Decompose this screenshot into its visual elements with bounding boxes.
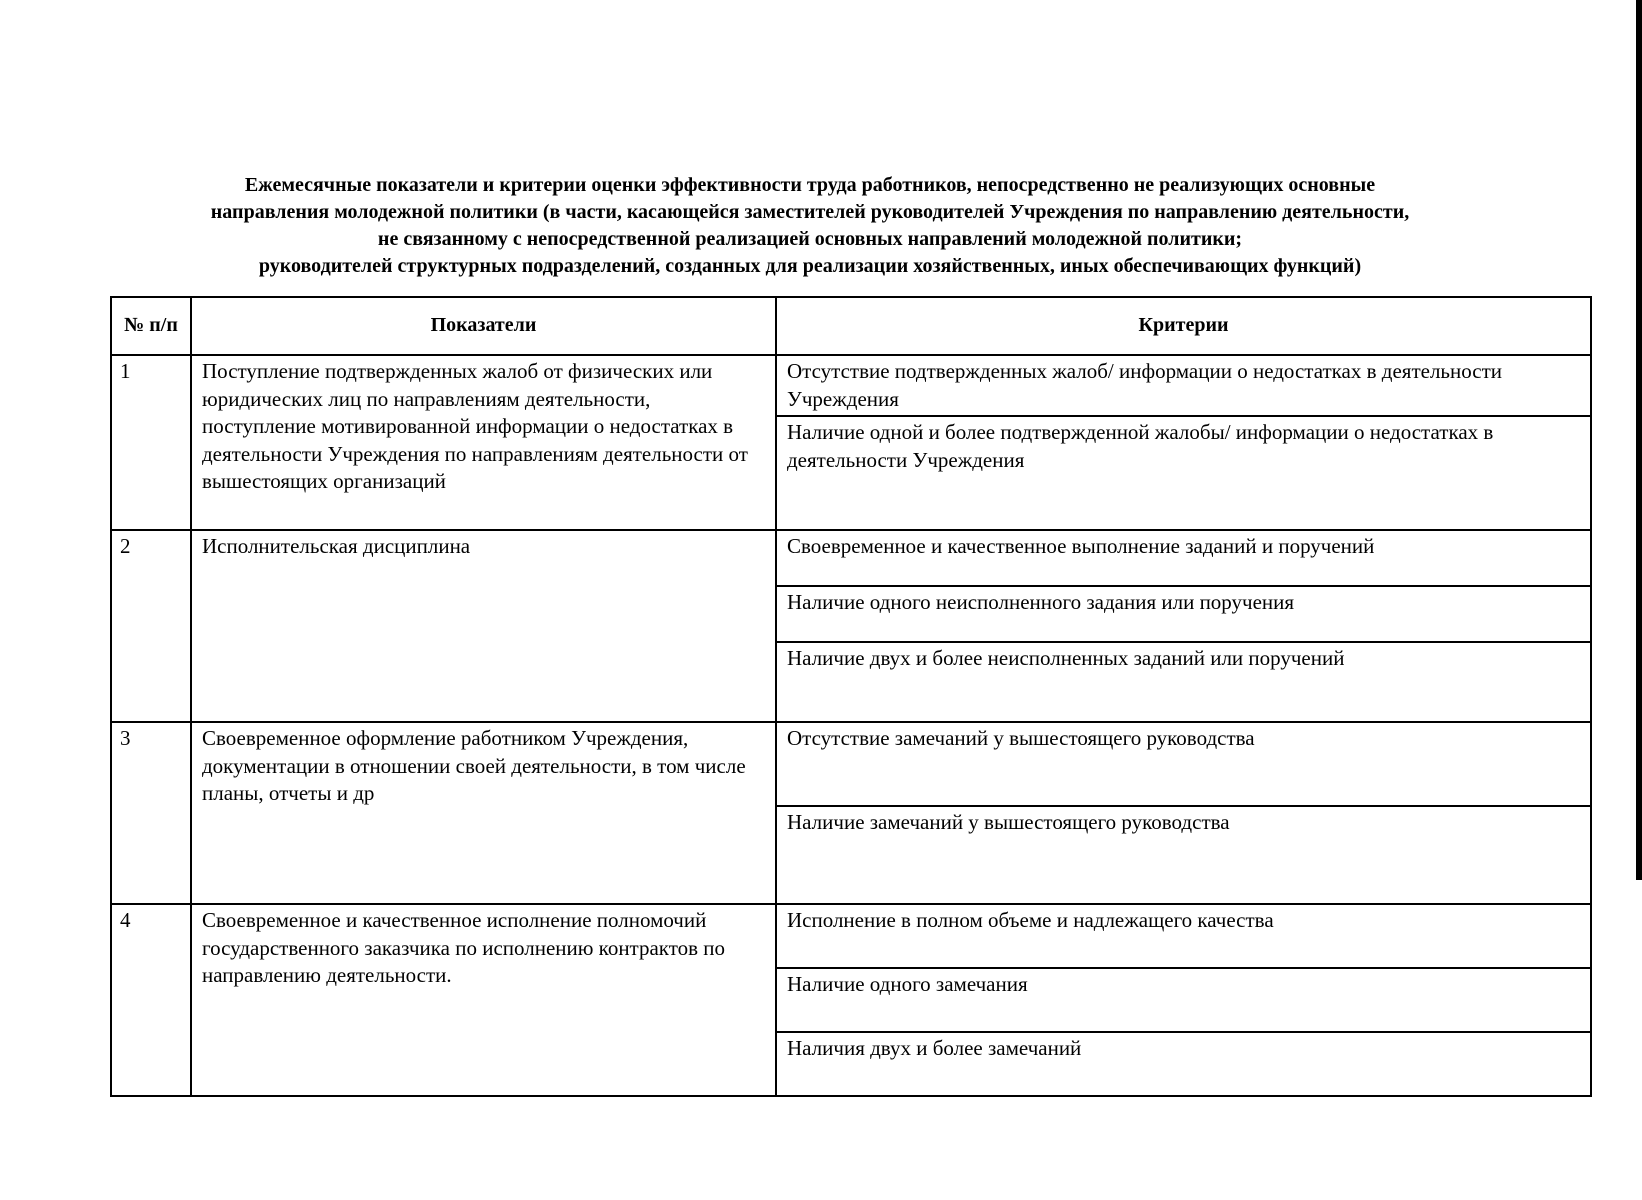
row-number: 3 [111,722,191,904]
header-indicators: Показатели [191,297,776,355]
table-row [111,355,1591,416]
row-number: 1 [111,355,191,530]
criterion-cell: Исполнение в полном объеме и надлежащего качества [776,904,1591,968]
header-num: № п/п [111,297,191,355]
document-title [110,172,1510,280]
criterion-cell: Наличие замечаний у вышестоящего руководства [776,806,1591,904]
criterion-cell: Наличие двух и более неисполненных заданий или поручений [776,642,1591,722]
title-line-4: руководителей структурных подразделений, созданных для реализации хозяйственных, иных обеспечивающих функций) [258,255,1362,277]
indicator-cell: Своевременное оформление работником Учреждения, документации в отношении своей деятельности, в том числе планы, отчеты и др [191,722,776,904]
criterion-cell: Наличие одного неисполненного задания или поручения [776,586,1591,642]
title-line-3: не связанному с непосредственной реализацией основных направлений молодежной политики; [377,228,1243,250]
scan-edge-mark [1636,0,1642,880]
row-number: 4 [111,904,191,1096]
criterion-cell: Отсутствие подтвержденных жалоб/ информации о недостатках в деятельности Учреждения [776,355,1591,416]
title-line-2: направления молодежной политики (в части, касающейся заместителей руководителей Учреждения по направлению деятельности, [210,201,1410,223]
row-number: 2 [111,530,191,722]
table-row [111,530,1591,586]
criterion-cell: Наличие одного замечания [776,968,1591,1032]
indicator-cell: Исполнительская дисциплина [191,530,776,722]
indicator-cell: Своевременное и качественное исполнение полномочий государственного заказчика по исполнению контрактов по направлению деятельности. [191,904,776,1096]
criterion-cell: Отсутствие замечаний у вышестоящего руководства [776,722,1591,806]
header-criteria: Критерии [776,297,1591,355]
criterion-cell: Своевременное и качественное выполнение заданий и поручений [776,530,1591,586]
table-row [111,904,1591,968]
table-header-row [111,297,1591,355]
criterion-cell: Наличие одной и более подтвержденной жалобы/ информации о недостатках в деятельности Учреждения [776,416,1591,530]
criteria-table [110,296,1592,1097]
title-line-1: Ежемесячные показатели и критерии оценки эффективности труда работников, непосредственно не реализующих основные [244,174,1376,196]
table-row [111,722,1591,806]
indicator-cell: Поступление подтвержденных жалоб от физических или юридических лиц по направлениям деятельности, поступление мотивированной информации о недостатках в деятельности Учреждения по направлениям деятельности от вышестоящих организаций [191,355,776,530]
criterion-cell: Наличия двух и более замечаний [776,1032,1591,1096]
